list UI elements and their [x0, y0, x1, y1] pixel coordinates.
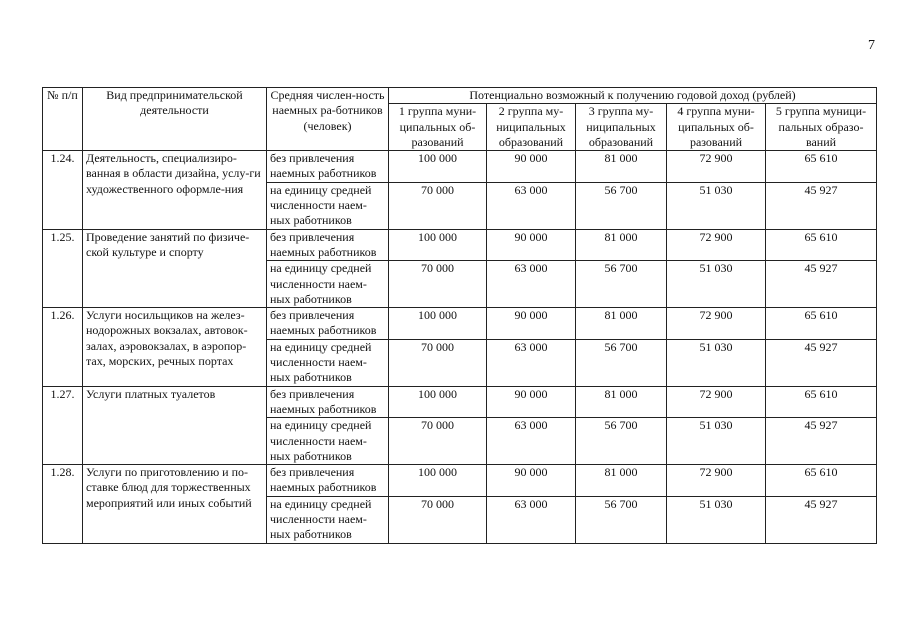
value-group-2: 63 000	[487, 182, 576, 229]
activity-name: Услуги носильщиков на желез-нодорожных вокзалах, автовок-залах, аэровокзалах, в аэропор-тах, морских, речных портах	[83, 308, 267, 386]
employees-none: без привлечения наемных работников	[267, 308, 389, 340]
employees-none: без привлечения наемных работников	[267, 386, 389, 418]
value-group-2: 63 000	[487, 496, 576, 543]
value-group-4: 51 030	[667, 339, 766, 386]
employees-per-unit: на единицу средней численности наем-ных работников	[267, 418, 389, 465]
value-group-2: 90 000	[487, 465, 576, 497]
value-group-5: 65 610	[766, 229, 877, 261]
row-number: 1.26.	[43, 308, 83, 386]
value-group-5: 45 927	[766, 418, 877, 465]
header-group-1: 1 группа муни-ципальных об-разований	[389, 104, 487, 151]
employees-per-unit: на единицу средней численности наем-ных работников	[267, 261, 389, 308]
employees-per-unit: на единицу средней численности наем-ных работников	[267, 182, 389, 229]
employees-per-unit: на единицу средней численности наем-ных работников	[267, 339, 389, 386]
value-group-2: 90 000	[487, 308, 576, 340]
value-group-1: 100 000	[389, 229, 487, 261]
value-group-1: 100 000	[389, 308, 487, 340]
value-group-3: 56 700	[576, 418, 667, 465]
employees-none: без привлечения наемных работников	[267, 151, 389, 183]
value-group-5: 65 610	[766, 465, 877, 497]
value-group-3: 81 000	[576, 229, 667, 261]
activity-name: Услуги по приготовлению и по-ставке блюд для торжественных мероприятий или иных событий	[83, 465, 267, 543]
value-group-3: 56 700	[576, 261, 667, 308]
header-group-2: 2 группа му-ниципальных образований	[487, 104, 576, 151]
value-group-4: 51 030	[667, 418, 766, 465]
value-group-3: 56 700	[576, 182, 667, 229]
employees-per-unit: на единицу средней численности наем-ных работников	[267, 496, 389, 543]
value-group-5: 65 610	[766, 386, 877, 418]
activity-name: Проведение занятий по физиче-ской культуре и спорту	[83, 229, 267, 307]
value-group-1: 100 000	[389, 151, 487, 183]
value-group-3: 56 700	[576, 339, 667, 386]
value-group-4: 51 030	[667, 182, 766, 229]
table-body	[43, 151, 877, 543]
value-group-1: 70 000	[389, 496, 487, 543]
table-row	[43, 229, 877, 261]
value-group-4: 51 030	[667, 496, 766, 543]
value-group-5: 65 610	[766, 151, 877, 183]
table-row	[43, 386, 877, 418]
value-group-2: 90 000	[487, 386, 576, 418]
value-group-2: 63 000	[487, 261, 576, 308]
header-employees: Средняя числен-ность наемных ра-ботников (человек)	[267, 88, 389, 151]
value-group-3: 81 000	[576, 151, 667, 183]
header-num: № п/п	[43, 88, 83, 151]
value-group-1: 70 000	[389, 418, 487, 465]
value-group-4: 72 900	[667, 465, 766, 497]
income-table	[42, 87, 877, 544]
page-number: 7	[868, 38, 875, 53]
employees-none: без привлечения наемных работников	[267, 229, 389, 261]
value-group-2: 90 000	[487, 151, 576, 183]
row-number: 1.24.	[43, 151, 83, 229]
value-group-5: 45 927	[766, 261, 877, 308]
value-group-3: 81 000	[576, 465, 667, 497]
value-group-2: 90 000	[487, 229, 576, 261]
activity-name: Услуги платных туалетов	[83, 386, 267, 464]
header-income: Потенциально возможный к получению годовой доход (рублей)	[389, 88, 877, 104]
value-group-2: 63 000	[487, 418, 576, 465]
row-number: 1.27.	[43, 386, 83, 464]
table-row	[43, 465, 877, 497]
table-row	[43, 308, 877, 340]
value-group-5: 45 927	[766, 339, 877, 386]
header-group-3: 3 группа му-ниципальных образований	[576, 104, 667, 151]
value-group-3: 81 000	[576, 308, 667, 340]
value-group-5: 65 610	[766, 308, 877, 340]
value-group-1: 100 000	[389, 465, 487, 497]
value-group-4: 72 900	[667, 151, 766, 183]
value-group-5: 45 927	[766, 496, 877, 543]
employees-none: без привлечения наемных работников	[267, 465, 389, 497]
value-group-2: 63 000	[487, 339, 576, 386]
header-group-4: 4 группа муни-ципальных об-разований	[667, 104, 766, 151]
row-number: 1.25.	[43, 229, 83, 307]
value-group-1: 70 000	[389, 339, 487, 386]
value-group-1: 100 000	[389, 386, 487, 418]
row-number: 1.28.	[43, 465, 83, 543]
value-group-1: 70 000	[389, 182, 487, 229]
header-group-5: 5 группа муници-пальных образо-ваний	[766, 104, 877, 151]
value-group-3: 56 700	[576, 496, 667, 543]
value-group-4: 72 900	[667, 229, 766, 261]
value-group-3: 81 000	[576, 386, 667, 418]
value-group-5: 45 927	[766, 182, 877, 229]
table-header	[43, 88, 877, 151]
value-group-4: 51 030	[667, 261, 766, 308]
table-row	[43, 151, 877, 183]
value-group-4: 72 900	[667, 308, 766, 340]
value-group-1: 70 000	[389, 261, 487, 308]
value-group-4: 72 900	[667, 386, 766, 418]
activity-name: Деятельность, специализиро-ванная в области дизайна, услу-ги художественного оформле-ния	[83, 151, 267, 229]
header-activity: Вид предпринимательской деятельности	[83, 88, 267, 151]
